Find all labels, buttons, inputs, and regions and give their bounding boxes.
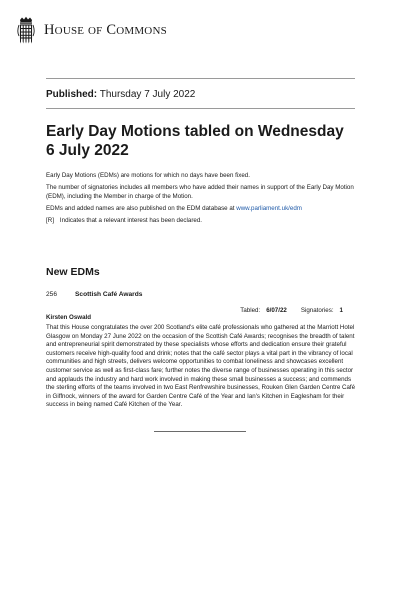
house-of-commons-wordmark: HOUSE OF COMMONS [44,21,167,38]
intro-paragraph: EDMs and added names are also published on the EDM database at www.parliament.uk/edm [46,204,302,212]
edm-database-link[interactable]: www.parliament.uk/edm [236,204,302,212]
interest-note: [R] Indicates that a relevant interest has been declared. [46,217,202,225]
divider-bottom [46,108,355,109]
section-heading: New EDMs [46,266,100,278]
published-line [46,89,195,100]
motion-heading [46,291,142,298]
document-header [16,16,167,44]
page-title: Early Day Motions tabled on Wednesday 6 July 2022 [46,123,344,159]
intro-paragraph: The number of signatories includes all members who have added their names in support of the Early Day Motion (EDM), including the Member in charge of the Motion. [46,184,354,200]
signatories-value: 1 [339,307,343,314]
tabled-label: Tabled: [240,307,261,314]
divider-top [46,78,355,79]
tabled-value: 6/07/22 [266,307,287,314]
published-label: Published: [46,89,98,100]
end-divider [154,431,246,432]
member-name: Kirsten Oswald [46,314,92,321]
motion-number: 256 [46,291,58,298]
portcullis-logo-icon [16,16,36,44]
motion-text: That this House congratulates the over 200 Scotland's elite café professionals who gathered at the Marriott Hotel Glasgow on Monday 27 June 2022 on the occasion of the Scottish Café Awards; recognises the breadth of talent and entrepreneurial spirit demonstrated by these specialists whose efforts and dedication ensure their grateful customers receive high-quality food and drink; notes that the café sector plays a vital part in the vibrancy of local communities and high streets, delivers welcome opportunities to combat loneliness and showcases excellent customer service as well as first-class fare; further notes the diverse range of businesses operating in this sector and applauds the industry and hard work involved in making these small businesses a success; and commends the sterling efforts of the teams involved in two East Renfrewshire businesses, Rouken Glen Garden Centre Café in Giffnock, winners of the award for Garden Centre Café of the Year and Ian's Kitchen in Eaglesham for their success in being named Café Kitchen of the Year. [46,324,356,409]
motion-meta [240,307,343,314]
intro-paragraph: Early Day Motions (EDMs) are motions for which no days have been fixed. [46,172,250,179]
interest-marker: [R] [46,217,54,225]
motion-title: Scottish Café Awards [75,291,143,298]
intro-notes [46,172,358,229]
published-date: Thursday 7 July 2022 [99,89,196,100]
signatories-label: Signatories: [300,307,334,314]
